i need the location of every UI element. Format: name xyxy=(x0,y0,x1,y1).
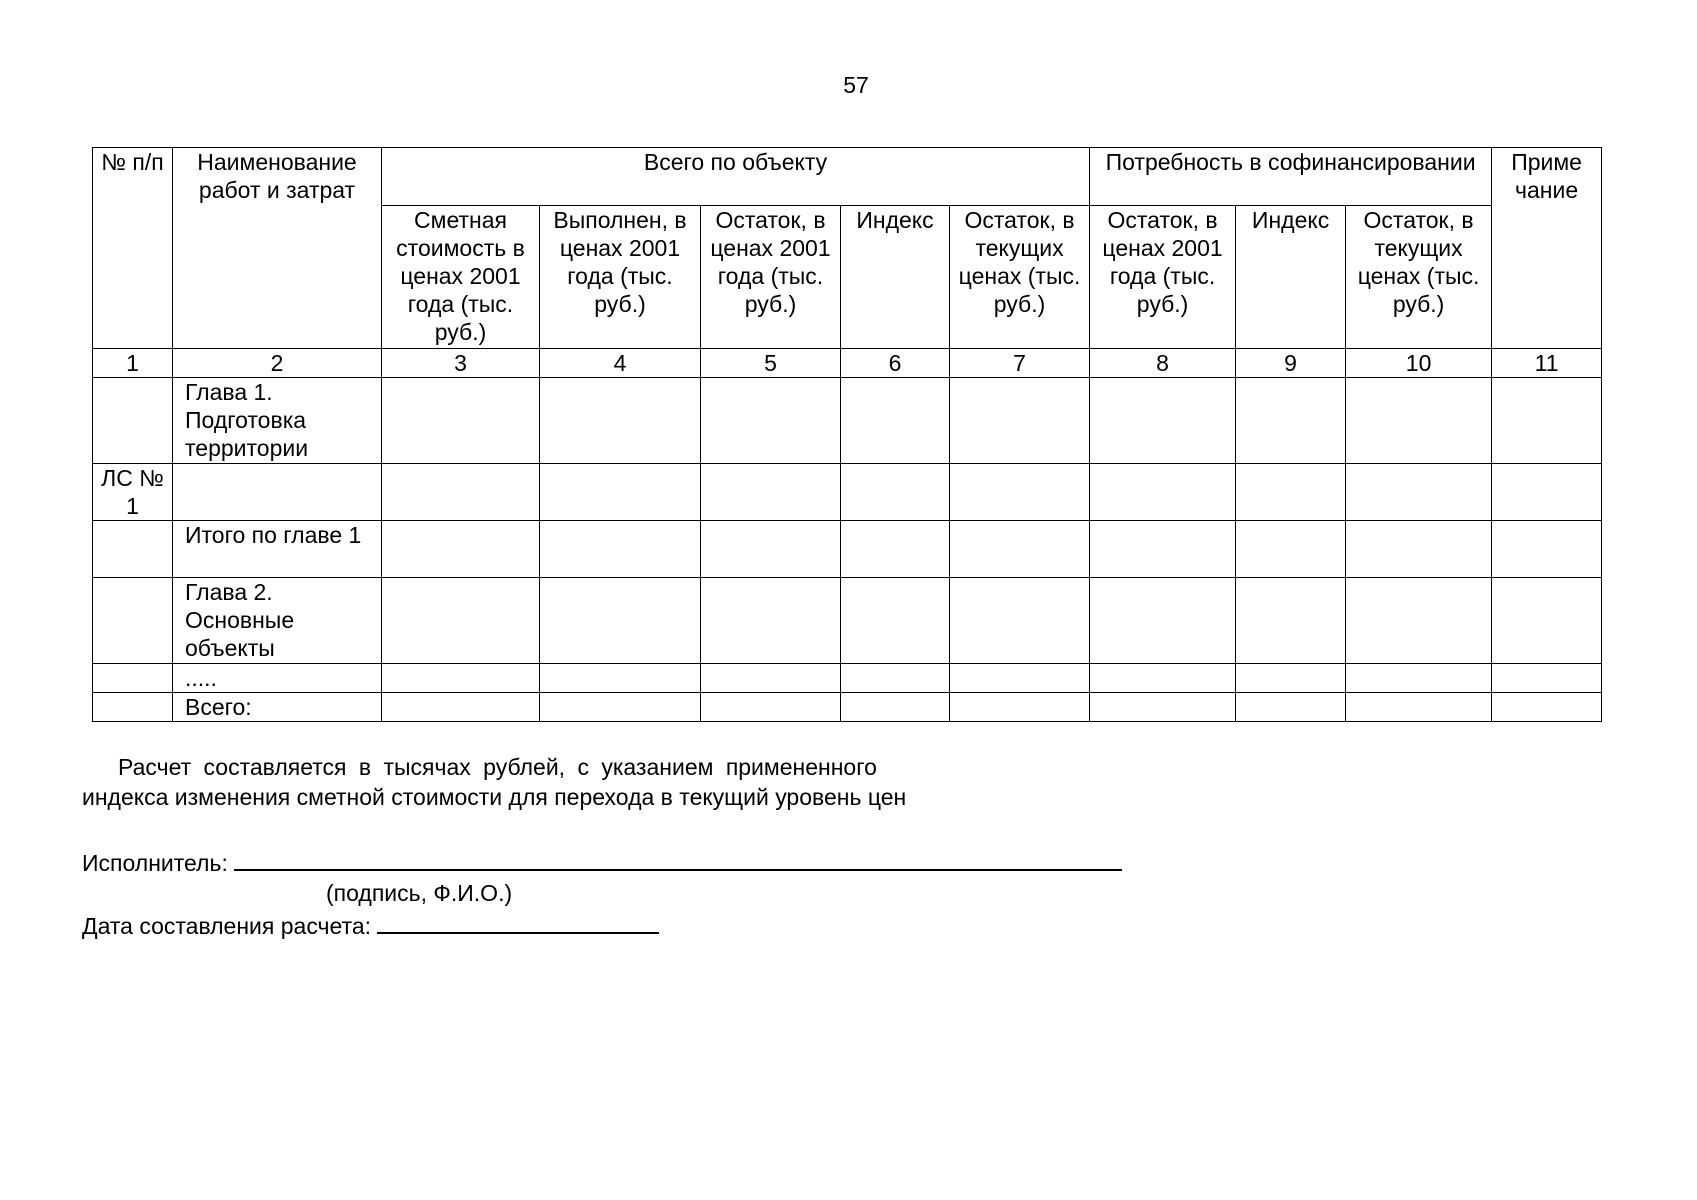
table-row xyxy=(93,464,1602,521)
column-number: 9 xyxy=(1236,349,1346,378)
executor-row xyxy=(82,845,1122,878)
executor-label: Исполнитель: xyxy=(82,850,228,876)
table-row xyxy=(93,664,1602,693)
header-need-index: Индекс xyxy=(1236,206,1346,349)
row-num: ЛС № 1 xyxy=(93,464,173,521)
column-number: 5 xyxy=(701,349,841,378)
header-total-group: Всего по объекту xyxy=(382,148,1090,206)
signature-hint: (подпись, Ф.И.О.) xyxy=(326,880,513,906)
note-line-1: Расчет составляется в тысячах рублей, с указанием примененного xyxy=(118,754,877,780)
executor-signature-line[interactable] xyxy=(234,845,1122,871)
date-row xyxy=(82,908,1122,941)
row-num xyxy=(93,693,173,722)
table-row xyxy=(93,578,1602,664)
header-need-group: Потребность в софинансировании xyxy=(1090,148,1492,206)
row-name: Глава 2. Основные объекты xyxy=(173,578,382,664)
note-line-2: индекса изменения сметной стоимости для перехода в текущий уровень цен xyxy=(82,784,907,810)
estimate-table xyxy=(92,147,1602,722)
table-row xyxy=(93,521,1602,578)
row-num xyxy=(93,521,173,578)
table-row xyxy=(93,378,1602,464)
column-number: 3 xyxy=(382,349,540,378)
column-number: 4 xyxy=(540,349,701,378)
date-line[interactable] xyxy=(377,908,659,934)
row-name: ..... xyxy=(173,664,382,693)
row-name: Всего: xyxy=(173,693,382,722)
header-note: Приме чание xyxy=(1492,148,1602,349)
date-label: Дата составления расчета: xyxy=(82,913,372,939)
column-number: 11 xyxy=(1492,349,1602,378)
header-remainder-current: Остаток, в текущих ценах (тыс. руб.) xyxy=(950,206,1090,349)
header-need-remainder-current: Остаток, в текущих ценах (тыс. руб.) xyxy=(1346,206,1492,349)
row-name: Итого по главе 1 xyxy=(173,521,382,578)
header-name: Наименование работ и затрат xyxy=(173,148,382,349)
header-need-remainder-2001: Остаток, в ценах 2001 года (тыс. руб.) xyxy=(1090,206,1236,349)
column-number: 6 xyxy=(841,349,950,378)
column-number-row xyxy=(93,349,1602,378)
column-number: 1 xyxy=(93,349,173,378)
column-number: 10 xyxy=(1346,349,1492,378)
row-name xyxy=(173,464,382,521)
header-num: № п/п xyxy=(93,148,173,349)
row-num xyxy=(93,578,173,664)
row-num xyxy=(93,664,173,693)
header-remainder-2001: Остаток, в ценах 2001 года (тыс. руб.) xyxy=(701,206,841,349)
header-completed: Выполнен, в ценах 2001 года (тыс. руб.) xyxy=(540,206,701,349)
calculation-note xyxy=(82,752,906,812)
column-number: 8 xyxy=(1090,349,1236,378)
header-index: Индекс xyxy=(841,206,950,349)
signature-block xyxy=(82,845,1122,941)
column-number: 2 xyxy=(173,349,382,378)
header-estimated-cost: Сметная стоимость в ценах 2001 года (тыс. руб.) xyxy=(382,206,540,349)
row-name: Глава 1. Подготовка территории xyxy=(173,378,382,464)
table-row xyxy=(93,693,1602,722)
row-num xyxy=(93,378,173,464)
column-number: 7 xyxy=(950,349,1090,378)
page-number: 57 xyxy=(843,72,869,98)
